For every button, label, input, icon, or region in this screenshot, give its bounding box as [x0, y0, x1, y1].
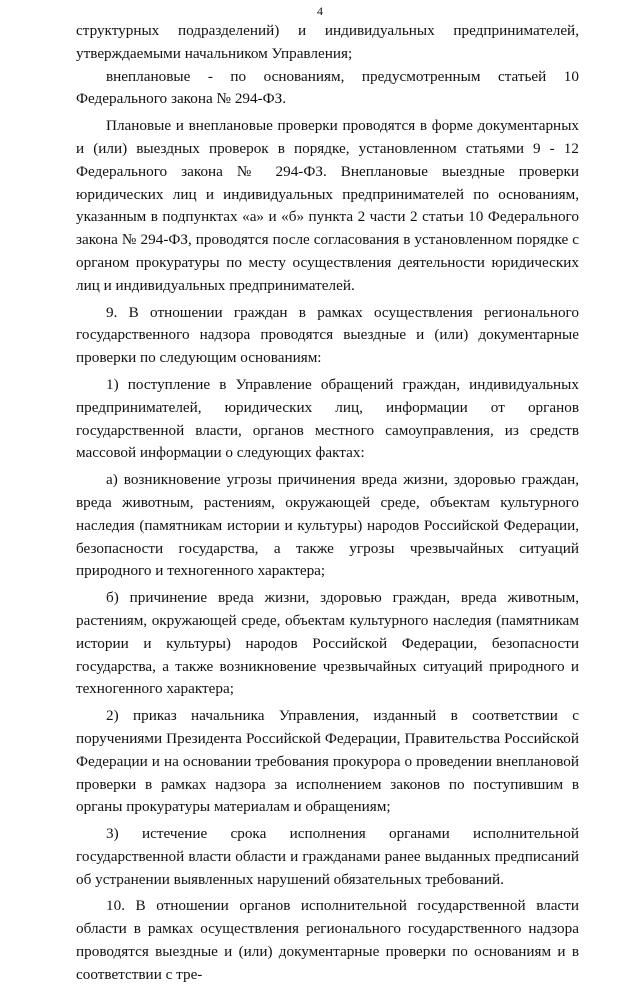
paragraph-subitem-a: а) возникновение угрозы причинения вреда жизни, здоровью граждан, вреда животным, растениям, окружающей среде, объектам культурного наследия (памятникам истории и культуры) народов Российской Федерации, безопасности государства, а также угрозы чрезвычайных ситуаций природного и техногенного характера;	[76, 471, 579, 580]
document-body	[76, 20, 579, 987]
paragraph-continuation: структурных подразделений) и индивидуальных предпринимателей, утверждаемыми начальником Управления;	[76, 22, 579, 62]
paragraph-subitem-1: 1) поступление в Управление обращений граждан, индивидуальных предпринимателей, юридических лиц, информации от органов государственной власти, органов местного самоуправления, из средств массовой информации о следующих фактах:	[76, 375, 579, 462]
paragraph-unscheduled-basis: внеплановые - по основаниям, предусмотренным статьей 10 Федерального закона № 294-ФЗ.	[76, 67, 579, 108]
paragraph-item-9: 9. В отношении граждан в рамках осуществления регионального государственного надзора проводятся выездные и (или) документарные проверки по следующим основаниям:	[76, 303, 579, 367]
paragraph-item-10: 10. В отношении органов исполнительной государственной власти области в рамках осуществления регионального государственного надзора проводятся выездные и (или) документарные проверки по основаниям и в соответствии с тре-	[76, 897, 579, 983]
paragraph-subitem-b: б) причинение вреда жизни, здоровью граждан, вреда животным, растениям, окружающей среде, объектам культурного наследия (памятникам истории и культуры) народов Российской Федерации, безопасности государства, а также возникновение чрезвычайных ситуаций природного и техногенного характера;	[76, 589, 579, 698]
paragraph-inspection-forms: Плановые и внеплановые проверки проводятся в форме документарных и (или) выездных проверок в порядке, установленном статьями 9 - 12 Федерального закона № 294-ФЗ. Внеплановые выездные проверки юридических лиц и индивидуальных предпринимателей по основаниям, указанным в подпунктах «а» и «б» пункта 2 части 2 статьи 10 Федерального закона № 294-ФЗ, проводятся после согласования в установленном порядке с органом прокуратуры по месту осуществления деятельности юридических лиц и индивидуальных предпринимателей.	[76, 117, 579, 294]
paragraph-subitem-2: 2) приказ начальника Управления, изданный в соответствии с поручениями Президента Российской Федерации, Правительства Российской Федерации и на основании требования прокурора о проведении внеплановой проверки в рамках надзора за исполнением законов по поступившим в органы прокуратуры материалам и обращениям;	[76, 707, 579, 816]
paragraph-subitem-3: 3) истечение срока исполнения органами исполнительной государственной власти области и гражданами ранее выданных предписаний об устранении выявленных нарушений обязательных требований.	[76, 825, 579, 888]
page-number: 4	[317, 4, 323, 18]
